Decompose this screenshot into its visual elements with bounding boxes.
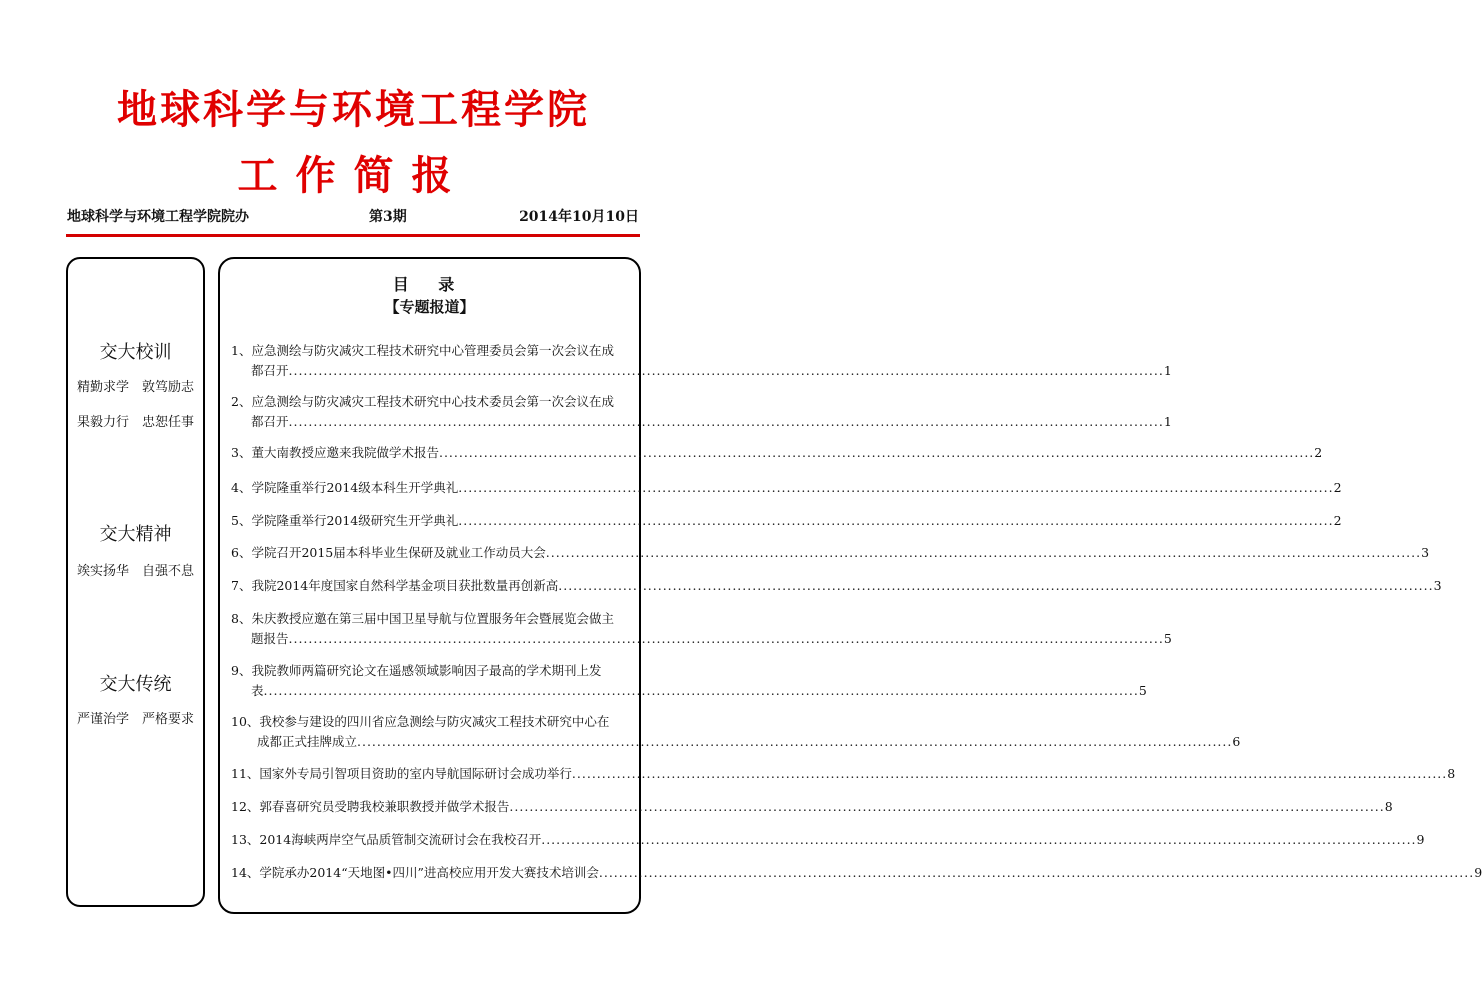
issue-number: 第3期 [369,209,407,225]
toc-page-number: 2 [1333,513,1342,528]
toc-leader-dots: ................................................................................................................................................................................ [541,832,1417,847]
toc-entry[interactable] [231,661,1147,701]
spirit-title: 交大精神 [99,524,172,545]
toc-entry[interactable] [231,609,1172,649]
toc-entry[interactable] [231,797,1393,817]
toc-entry-text-cont: 成都正式挂牌成立 [257,734,358,749]
toc-leader-dots: ................................................................................................................................................................................ [558,578,1434,593]
toc-leader-dots: ................................................................................................................................................................................ [438,445,1315,460]
toc-entry[interactable] [231,764,1456,784]
toc-entry-text: 5、学院隆重举行2014级研究生开学典礼 [231,513,459,528]
toc-entry-text: 4、学院隆重举行2014级本科生开学典礼 [231,480,459,495]
toc-entry[interactable] [231,543,1430,563]
toc-entry[interactable] [231,576,1442,596]
toc-leader-dots: ................................................................................................................................................................................ [288,363,1164,378]
toc-panel [218,257,1482,914]
toc-entry-text-cont: 都召开 [251,363,289,378]
toc-page-number: 2 [1333,480,1342,495]
header-divider [66,234,640,237]
toc-leader-dots: ................................................................................................................................................................................ [598,865,1475,880]
toc-entry-text: 3、董大南教授应邀来我院做学术报告 [231,445,439,460]
toc-entry-text-cont: 题报告 [251,631,289,646]
toc-entry-text: 10、我校参与建设的四川省应急测绘与防灾减灾工程技术研究中心在 [231,714,610,729]
issue-date: 2014年10月10日 [519,209,639,225]
toc-leader-dots: ................................................................................................................................................................................ [458,480,1334,495]
toc-entry-text: 8、朱庆教授应邀在第三届中国卫星导航与位置服务年会暨展览会做主 [231,611,614,626]
toc-page-number: 3 [1421,545,1430,560]
toc-page-number: 8 [1384,799,1393,814]
office-name: 地球科学与环境工程学院院办 [67,209,249,225]
toc-entry[interactable] [231,830,1425,850]
toc-entry-text: 12、郭春喜研究员受聘我校兼职教授并做学术报告 [231,799,510,814]
toc-page-number: 5 [1138,683,1147,698]
toc-page-number: 5 [1163,631,1172,646]
toc-leader-dots: ................................................................................................................................................................................ [288,414,1164,429]
toc-entry[interactable] [231,478,1342,498]
toc-entry-text-cont: 都召开 [251,414,289,429]
toc-title: 目 录 [392,275,467,294]
tradition-line: 严谨治学 严格要求 [76,712,194,727]
toc-page-number: 9 [1416,832,1425,847]
toc-leader-dots: ................................................................................................................................................................................ [357,734,1233,749]
motto-title: 交大校训 [99,342,172,363]
toc-page-number: 2 [1314,445,1323,460]
toc-entry-text: 2、应急测绘与防灾减灾工程技术研究中心技术委员会第一次会议在成 [231,394,614,409]
toc-entry-text: 11、国家外专局引智项目资助的室内导航国际研讨会成功举行 [231,766,572,781]
toc-entry-text: 6、学院召开2015届本科毕业生保研及就业工作动员大会 [231,545,546,560]
toc-leader-dots: ................................................................................................................................................................................ [545,545,1422,560]
toc-entry[interactable] [231,511,1342,531]
motto-line: 果毅力行 忠恕任事 [76,415,194,430]
toc-entry-text: 1、应急测绘与防灾减灾工程技术研究中心管理委员会第一次会议在成 [231,343,614,358]
toc-leader-dots: ................................................................................................................................................................................ [509,799,1385,814]
toc-entry-text: 13、2014海峡两岸空气品质管制交流研讨会在我校召开 [231,832,542,847]
toc-page-number: 3 [1433,578,1442,593]
toc-entry-text: 7、我院2014年度国家自然科学基金项目获批数量再创新高 [231,578,559,593]
motto-sidebar [66,257,205,907]
toc-page-number: 9 [1474,865,1482,880]
toc-entry[interactable] [231,443,1323,463]
toc-leader-dots: ................................................................................................................................................................................ [458,513,1334,528]
motto-line: 精勤求学 敦笃励志 [76,380,194,395]
tradition-title: 交大传统 [99,674,172,695]
newsletter-title: 地球科学与环境工程学院 [117,87,590,133]
toc-entry-text: 9、我院教师两篇研究论文在遥感领域影响因子最高的学术期刊上发 [231,663,602,678]
toc-leader-dots: ................................................................................................................................................................................ [571,766,1448,781]
toc-section-heading: 【专题报道】 [384,298,475,316]
toc-entry-text: 14、学院承办2014“天地图•四川”进高校应用开发大赛技术培训会 [231,865,599,880]
toc-leader-dots: ................................................................................................................................................................................ [263,683,1139,698]
newsletter-subtitle: 工作简报 [237,153,470,199]
toc-entry[interactable] [231,712,1241,752]
spirit-line: 竢实扬华 自强不息 [76,564,194,579]
toc-page-number: 6 [1232,734,1241,749]
toc-entry-text-cont: 表 [251,683,264,698]
toc-entry[interactable] [231,863,1482,883]
toc-entry[interactable] [231,392,1172,432]
toc-page-number: 1 [1163,414,1172,429]
toc-page-number: 8 [1447,766,1456,781]
toc-leader-dots: ................................................................................................................................................................................ [288,631,1164,646]
toc-entry[interactable] [231,341,1172,381]
toc-page-number: 1 [1163,363,1172,378]
